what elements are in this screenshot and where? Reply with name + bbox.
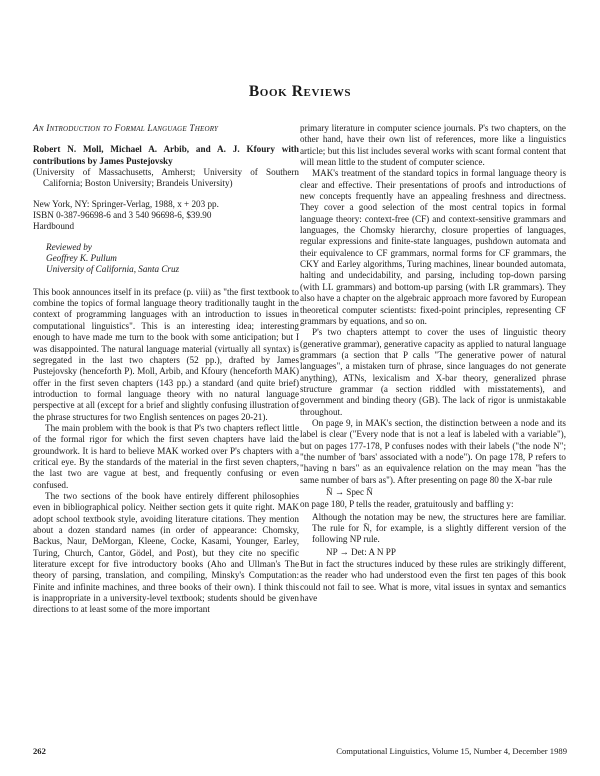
left-column — [33, 124, 299, 616]
block-quote: Although the notation may be new, the structures here are familiar. The rule for N̄, for example, is a slightly different version of the following NP rule. — [312, 511, 566, 545]
body-paragraph: P's two chapters attempt to cover the uses of linguistic theory (generative grammar), generative capacity as applied to natural language grammars (a section that P calls "The generative power of natural languages", a mistaken turn of phrase, since languages do not generate anything), ATNs, lexicalism and X-bar theory, generalized phrase structure grammar (a section riddled with misstatements), and government and binding theory (GB). The lack of rigor is unmistakable throughout. — [300, 327, 566, 417]
section-title: Book Reviews — [248, 83, 352, 100]
reviewer-block — [46, 242, 299, 276]
book-title: An Introduction to Formal Language Theory — [33, 124, 219, 134]
body-paragraph: This book announces itself in its preface (p. viii) as "the first textbook to combine the topics of formal language theory traditionally taught in the context of programming languages with an introduction to issues in computational linguistics". This is an interesting idea; interesting enough to have made me turn to the book with some anticipation; but I was disappointed. The natural language material (virtually all syntax) is segregated in the last two chapters (52 pp.), drafted by James Pustejovsky (henceforth P). Moll, Arbib, and Kfoury (henceforth MAK) offer in the first seven chapters (143 pp.) a standard (and quite brief) introduction to formal language theory with no natural language perspective at all (except for a brief and slightly confusing illustration of the phrase structures for two English sentences on pages 20-21). — [33, 286, 299, 422]
body-paragraph: MAK's treatment of the standard topics in formal language theory is clear and effective. Their presentations of proofs and introductions of new concepts frequently have an appealing freshness and directness. They cover a good selection of the most central topics in formal language theory: context-free (CF) and context-sensitive grammars and languages, the Chomsky hierarchy, closure properties of languages, regular expressions and finite-state languages, pushdown automata and their equivalence to CF grammars, normal forms for CF grammars, the CKY and Earley algorithms, Turing machines, linear bounded automata, halting and undecidability, and parsing, including top-down parsing (with LL grammars) and bottom-up parsing (with LR grammars). They also have a chapter on the algebraic approach more favored by European theoretical computer scientists: fixed-point principles, representing CF grammars by equations, and so on. — [300, 168, 566, 326]
author-affiliations: (University of Massachusetts, Amherst; University of Southern California; Boston University; Brandeis University) — [33, 167, 299, 189]
grammar-rule: NP → Det: A N PP — [326, 546, 396, 557]
binding-line: Hardbound — [33, 221, 75, 232]
journal-footer: Computational Linguistics, Volume 15, Number 4, December 1989 — [336, 746, 567, 756]
body-paragraph: On page 9, in MAK's section, the distinction between a node and its label is clear ("Every node that is not a leaf is labeled with a variable"), but on pages 177-178, P confuses nodes with their labels ("the node N"; "the number of 'bars' associated with a node"). On page 178, P refers to "having n bars" as an equivalence relation on the may mean "has the same number of bars as"). After presenting on page 80 the X-bar rule — [300, 417, 566, 485]
body-paragraph: The two sections of the book have entirely different philosophies even in bibliographical policy. Neither section gets it quite right. MAK adopt school textbook style, avoiding literature citations. They mention about a dozen standard names (in order of appearance: Chomsky, Backus, Naur, DeMorgan, Kleene, Cocke, Kasami, Younger, Earley, Turing, Church, Cantor, Gödel, and Post), but they cite no specific literature except for five introductory books (Aho and Ullman's The theory of parsing, translation, and compiling, Minsky's Computation: Finite and infinite machines, and three books of their own). I think this is inappropriate in a university-level textbook; students should be given directions to at least some of the more important — [33, 490, 299, 615]
reviewer-name: Geoffrey K. Pullum — [46, 253, 117, 264]
book-authors: Robert N. Moll, Michael A. Arbib, and A. J. Kfoury with contributions by James Pustejovsky — [33, 144, 299, 166]
publication-info — [33, 199, 299, 233]
body-paragraph: primary literature in computer science journals. P's two chapters, on the other hand, have their own list of references, more like a linguistics article; but this list includes several works with scant formal content that will mean little to the student of computer science. — [300, 123, 566, 168]
right-column — [300, 123, 566, 604]
publisher-line: New York, NY: Springer-Verlag, 1988, x + 203 pp. — [33, 198, 219, 209]
isbn-line: ISBN 0-387-96698-6 and 3 540 96698-6, $39.90 — [33, 210, 212, 221]
body-paragraph: But in fact the structures induced by these rules are strikingly different, as the reader who had understood even the first ten pages of this book could not fail to see. What is more, vital issues in syntax and semantics have — [300, 559, 566, 604]
body-paragraph: The main problem with the book is that P's two chapters reflect little of the formal rigor for which the first seven chapters have laid the groundwork. It is hard to believe MAK worked over P's chapters with a critical eye. By the standards of the material in the first seven chapters, the last two are vague at best, and frequently confusing or even confused. — [33, 422, 299, 490]
body-paragraph: on page 180, P tells the reader, gratuitously and baffling y: — [300, 499, 514, 510]
grammar-rule: N̄ → Spec N̄ — [326, 487, 373, 497]
reviewer-label: Reviewed by — [46, 241, 92, 252]
page-number: 262 — [33, 746, 46, 756]
reviewer-affiliation: University of California, Santa Cruz — [46, 264, 180, 275]
